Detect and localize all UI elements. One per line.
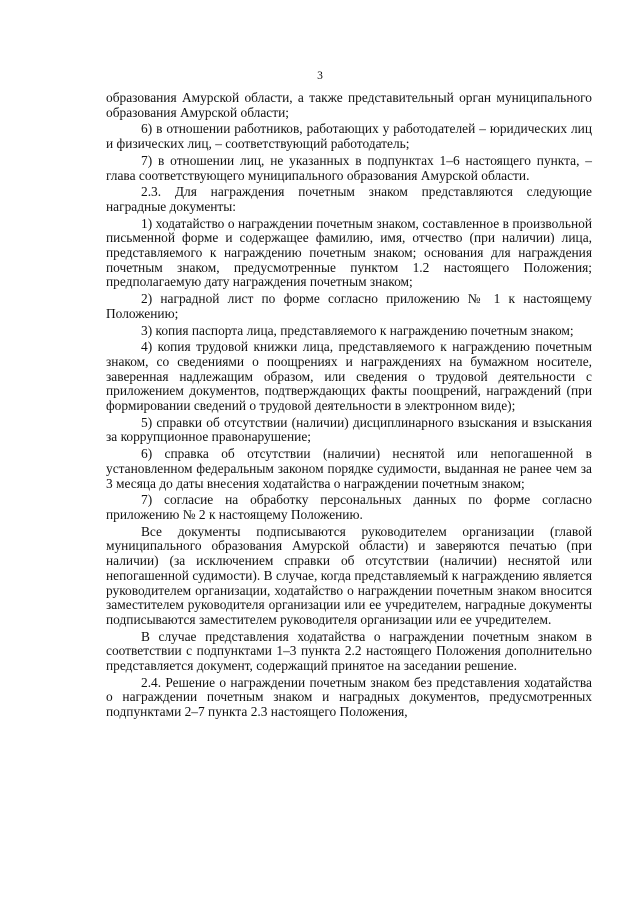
paragraph: В случае представления ходатайства о награждении почетным знаком в соответствии с подпунктами 1–3 пункта 2.2 настоящего Положения дополнительно представляется документ, содержащий принятое на заседании решение. bbox=[106, 628, 592, 674]
paragraph: Все документы подписываются руководителем организации (главой муниципального образования Амурской области) и заверяются печатью (при наличии) (за исключением справки об отсутствии (наличии) неснятой или непогашенной судимости). В случае, когда представляемый к награждению является руководителем организации, ходатайство о награждении почетным знаком вносится заместителем руководителя организации или ее учредителем, наградные документы подписываются заместителем руководителя организации или ее учредителем. bbox=[106, 523, 592, 627]
section-heading-paragraph: 2.4. Решение о награждении почетным знаком без представления ходатайства о награждении почетным знаком и наградных документов, предусмотренных подпунктами 2–7 пункта 2.3 настоящего Положения, bbox=[106, 674, 592, 720]
list-item-paragraph: 1) ходатайство о награждении почетным знаком, составленное в произвольной письменной форме и содержащее фамилию, имя, отчество (при наличии) лица, представляемого к награждению почетным знаком; основания для награждения почетным знаком, предусмотренные пунктом 1.2 настоящего Положения; предполагаемую дату награждения почетным знаком; bbox=[106, 215, 592, 290]
list-item-paragraph: 2) наградной лист по форме согласно приложению № 1 к настоящему Положению; bbox=[106, 291, 592, 321]
list-item-paragraph: 6) справка об отсутствии (наличии) неснятой или непогашенной в установленном федеральным законом порядке судимости, выданная не ранее чем за 3 месяца до даты внесения ходатайства о награждении почетным знаком; bbox=[106, 446, 592, 491]
paragraph: 6) в отношении работников, работающих у работодателей – юридических лиц и физических лиц, – соответствующий работодатель; bbox=[106, 121, 592, 152]
section-heading-paragraph: 2.3. Для награждения почетным знаком представляются следующие наградные документы: bbox=[106, 184, 592, 214]
paragraph: образования Амурской области, а также представительный орган муниципального образования Амурской области; bbox=[106, 90, 592, 120]
document-body bbox=[106, 91, 592, 722]
list-item-paragraph: 5) справки об отсутствии (наличии) дисциплинарного взыскания и взыскания за коррупционное правонарушение; bbox=[106, 414, 592, 445]
page-number: 3 bbox=[317, 70, 323, 82]
list-item-paragraph: 7) согласие на обработку персональных данных по форме согласно приложению № 2 к настоящему Положению. bbox=[106, 492, 592, 522]
list-item-paragraph: 3) копия паспорта лица, представляемого к награждению почетным знаком; bbox=[141, 322, 574, 338]
list-item-paragraph: 4) копия трудовой книжки лица, представляемого к награждению почетным знаком, со сведениями о поощрениях и награждениях на бумажном носителе, заверенная надлежащим образом, или сведения о трудовой деятельности с приложением документов, подтверждающих факты поощрений, награждений (при формировании сведений о трудовой деятельности в электронном виде); bbox=[106, 339, 592, 414]
paragraph: 7) в отношении лиц, не указанных в подпунктах 1–6 настоящего пункта, – глава соответствующего муниципального образования Амурской области. bbox=[106, 152, 592, 183]
